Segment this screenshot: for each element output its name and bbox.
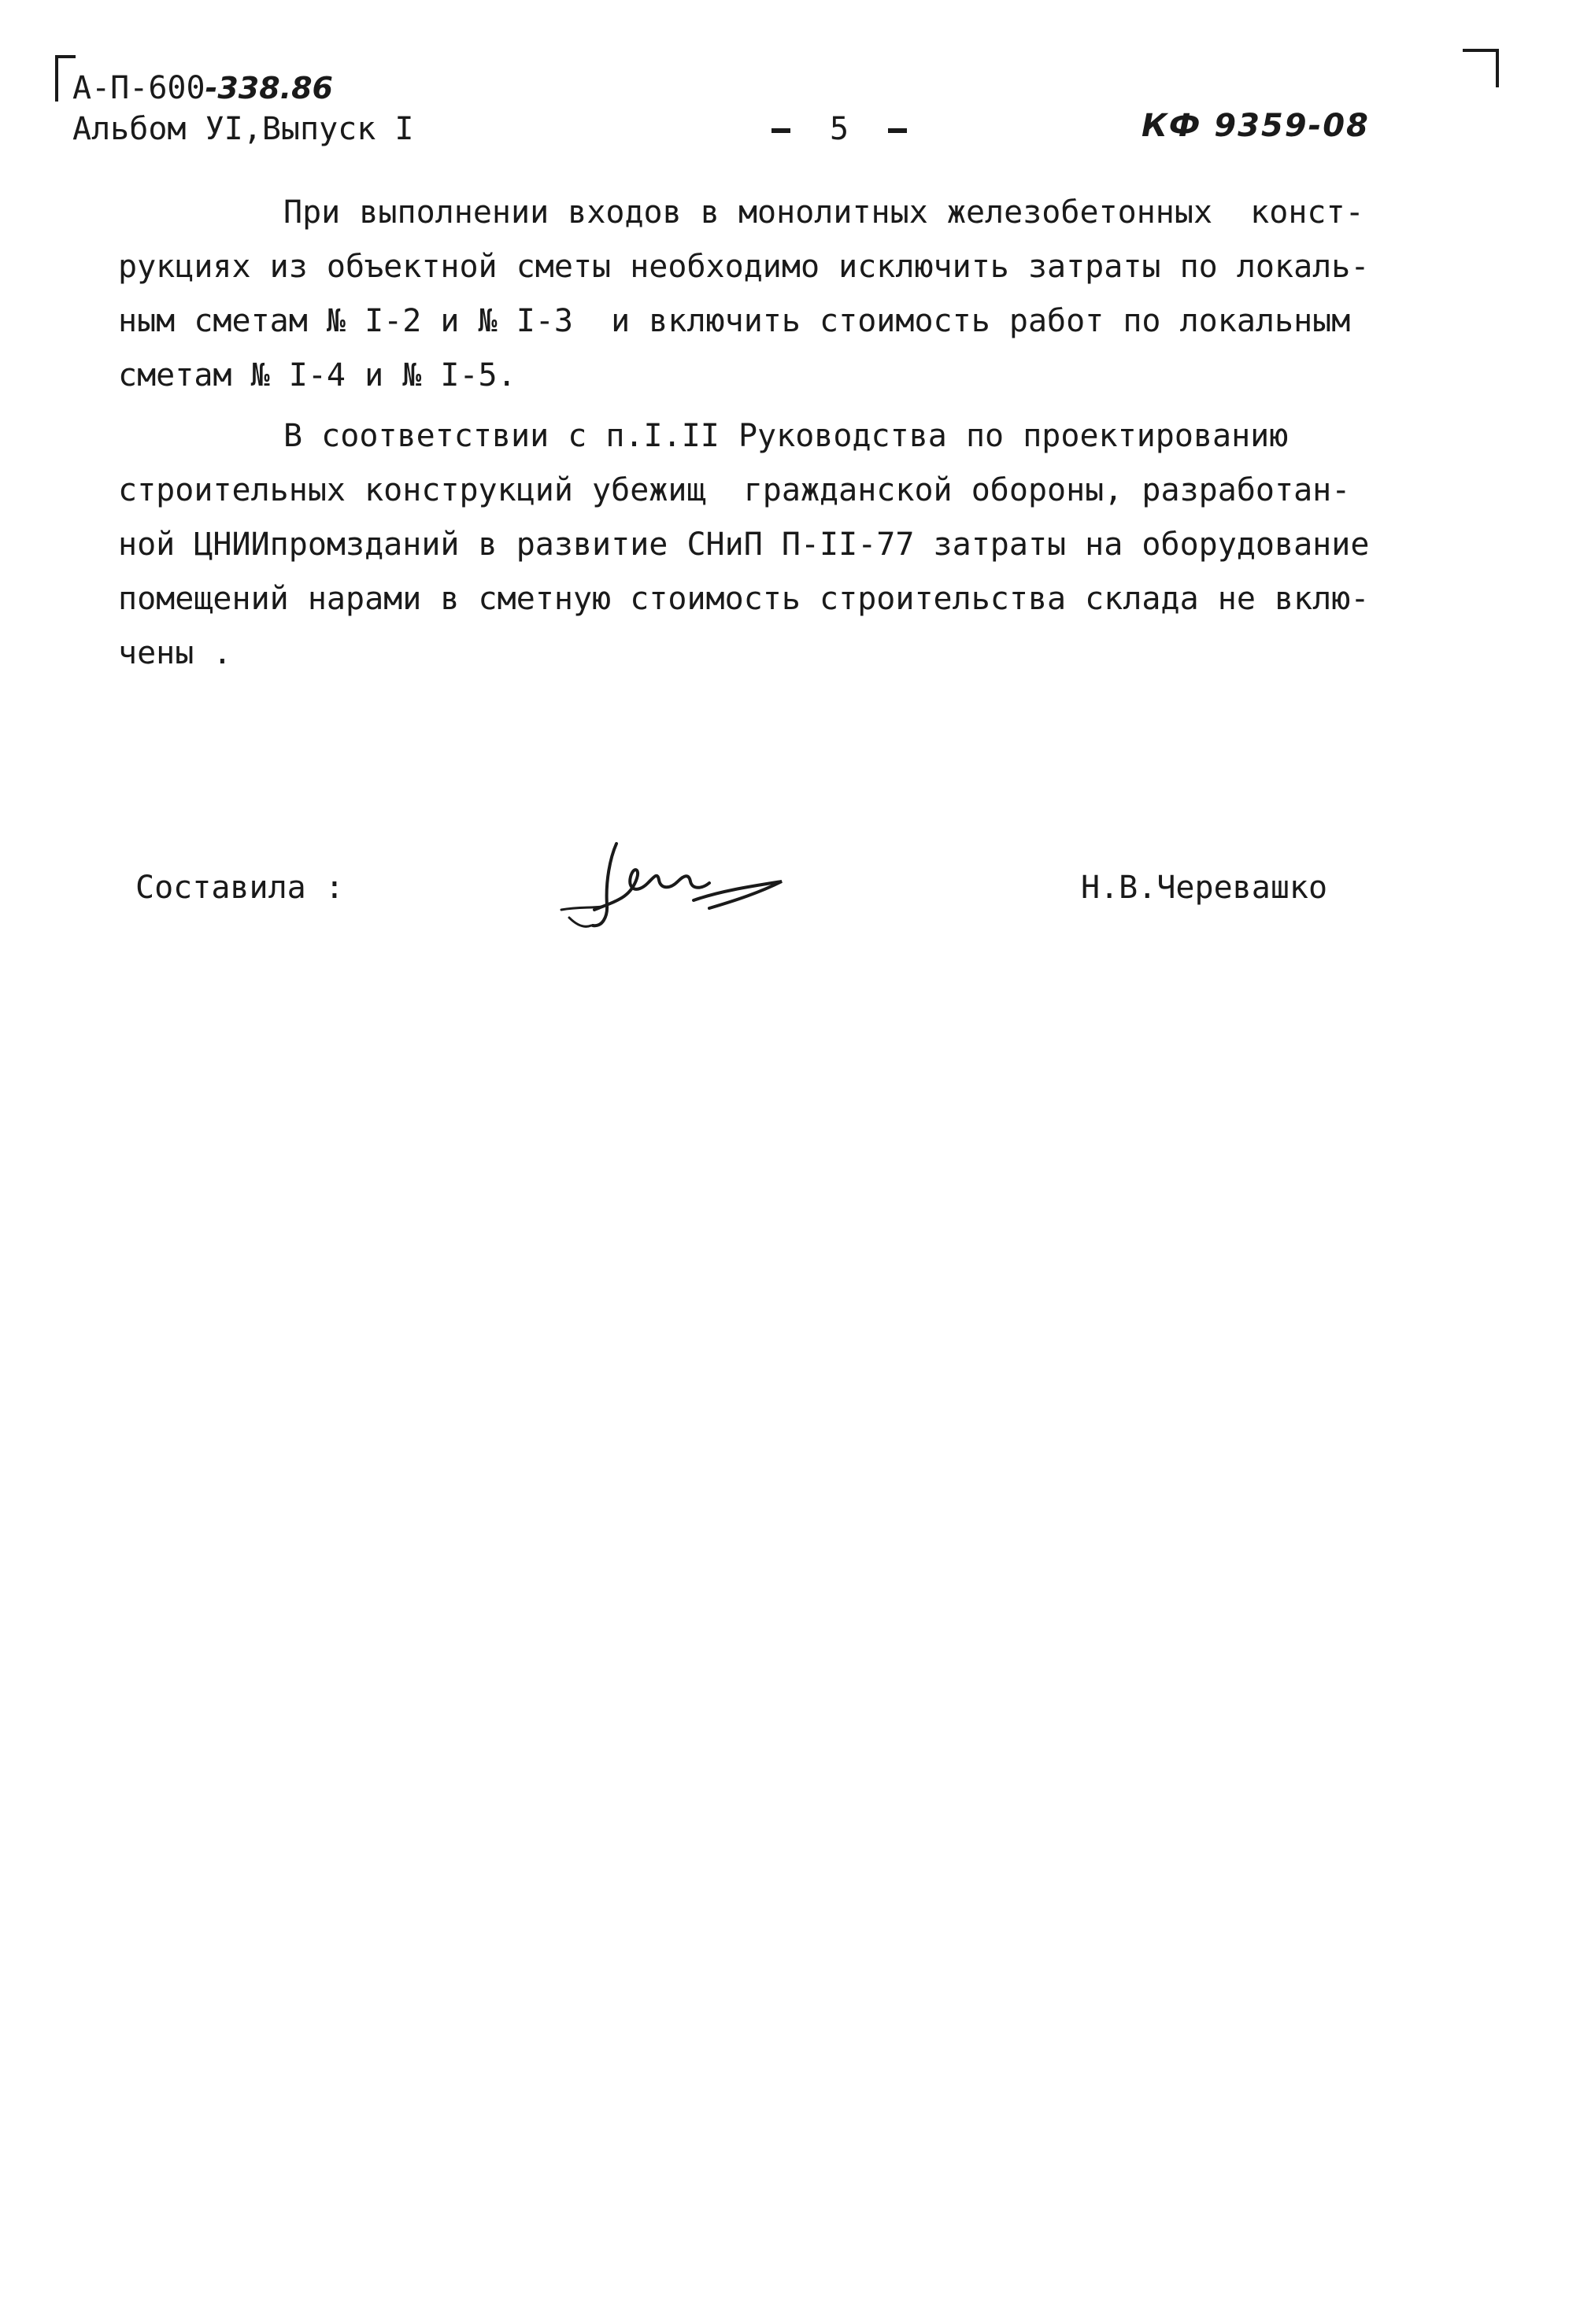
author-name: Н.В.Черевашко <box>1081 870 1328 906</box>
document-code <box>72 69 333 107</box>
signature-label: Составила : <box>135 870 344 906</box>
document-code-printed: А-П-600 <box>72 70 205 106</box>
page-number: 5 <box>830 111 849 147</box>
dash-left <box>771 128 790 133</box>
paragraph-line: сметам № I-4 и № I-5. <box>118 357 516 393</box>
paragraph-guidance <box>118 409 1519 681</box>
document-number: КФ 9359-08 <box>1142 108 1370 144</box>
page-number-block <box>771 110 907 148</box>
paragraph-line: В соответствии с п.I.II Руководства по проектированию <box>283 418 1289 454</box>
document-code-handwritten: -338.86 <box>205 71 333 105</box>
paragraph-line: рукциях из объектной сметы необходимо исключить затраты по локаль- <box>118 249 1370 285</box>
album-issue: Альбом УI,Выпуск I <box>72 111 414 147</box>
paragraph-exclusions <box>118 186 1519 403</box>
paragraph-line: ной ЦНИИпромзданий в развитие СНиП П-II-77 затраты на оборудование <box>118 527 1370 563</box>
paragraph-line: ным сметам № I-2 и № I-3 и включить стоимость работ по локальным <box>118 303 1351 339</box>
dash-right <box>888 128 907 133</box>
paragraph-line: помещений нарами в сметную стоимость строительства склада не вклю- <box>118 581 1370 617</box>
paragraph-line: чены . <box>118 635 232 671</box>
paragraph-line: строительных конструкций убежищ гражданской обороны, разработан- <box>118 472 1351 508</box>
corner-mark-top-right <box>1463 49 1499 87</box>
paragraph-line: При выполнении входов в монолитных железобетонных конст- <box>283 194 1364 231</box>
handwritten-signature <box>555 834 791 937</box>
